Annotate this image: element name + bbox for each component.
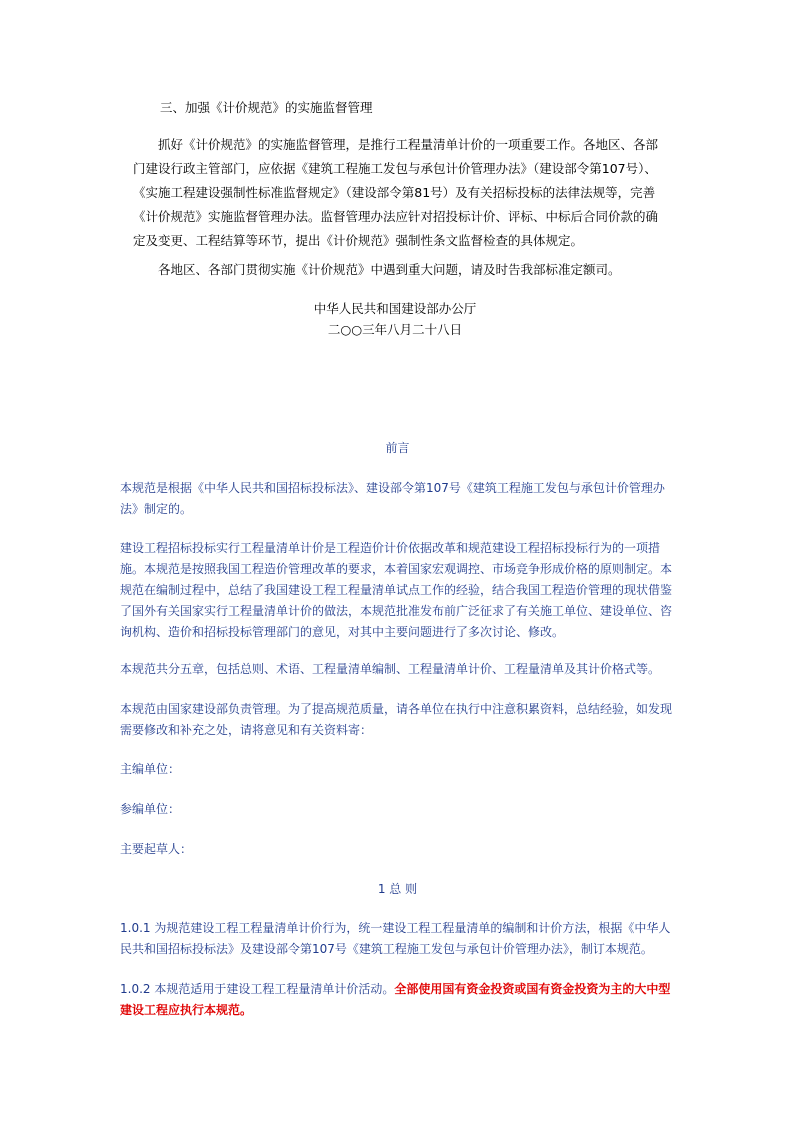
signature-date: 二○○三年八月二十八日 [327, 322, 463, 337]
co-editor-label: 参编单位： [120, 802, 181, 816]
section-paragraph-1: 抓好《计价规范》的实施监督管理，是推行工程量清单计价的一项重要工作。各地区、各部门建设行政主管部门，应依据《建筑工程施工发包与承包计价管理办法》（建设部令第107号）、《实施工程建设强制性标准监督规定》（建设部令第81号）及有关招标投标的法律法规等，完善《计价规范》实施监督管理办法。监督管理办法应针对招投标计价、评标、中标后合同价款的确定及变更、工程结算等环节，提出《计价规范》强制性条文监督检查的具体规定。 [133, 137, 659, 248]
signature-org: 中华人民共和国建设部办公厅 [313, 301, 477, 316]
preface-paragraph-4: 本规范由国家建设部负责管理。为了提高规范质量，请各单位在执行中注意积累资料，总结经验，如发现需要修改和补充之处，请将意见和有关资料寄： [120, 702, 673, 737]
clause-1-0-1: 1.0.1 为规范建设工程工程量清单计价行为，统一建设工程工程量清单的编制和计价方法，根据《中华人民共和国招标投标法》及建设部令第107号《建筑工程施工发包与承包计价管理办法》，制订本规范。 [120, 921, 671, 956]
preface-paragraph-3: 本规范共分五章，包括总则、术语、工程量清单编制、工程量清单计价、工程量清单及其计价格式等。 [120, 662, 661, 676]
clause-1-0-2-text: 1.0.2 本规范适用于建设工程工程量清单计价活动。 [120, 982, 395, 996]
clause-1-0-2-emphasis: 全部使用国有资金投资或国有资金投资为主的大中型建设工程应执行本规范。 [120, 982, 671, 1017]
chapter-1-title: 1 总 则 [377, 882, 418, 896]
drafters-label: 主要起草人： [120, 842, 193, 856]
preface-paragraph-2: 建设工程招标投标实行工程量清单计价是工程造价计价依据改革和规范建设工程招标投标行为的一项措施。本规范是按照我国工程造价管理改革的要求，本着国家宏观调控、市场竞争形成价格的原则制定。本规范在编制过程中，总结了我国建设工程工程量清单试点工作的经验，结合我国工程造价管理的现状借鉴了国外有关国家实行工程量清单计价的做法，本规范批准发布前广泛征求了有关施工单位、建设单位、咨询机构、造价和招标投标管理部门的意见，对其中主要问题进行了多次讨论、修改。 [120, 541, 673, 639]
preface-paragraph-1: 本规范是根据《中华人民共和国招标投标法》、建设部令第107号《建筑工程施工发包与承包计价管理办法》制定的。 [120, 481, 665, 516]
section-heading: 三、加强《计价规范》的实施监督管理 [160, 100, 373, 115]
chief-editor-label: 主编单位： [120, 762, 181, 776]
preface-title: 前言 [385, 441, 410, 455]
clause-1-0-2 [120, 979, 676, 1021]
section-paragraph-2: 各地区、各部门贯彻实施《计价规范》中遇到重大问题，请及时告我部标准定额司。 [158, 262, 621, 277]
